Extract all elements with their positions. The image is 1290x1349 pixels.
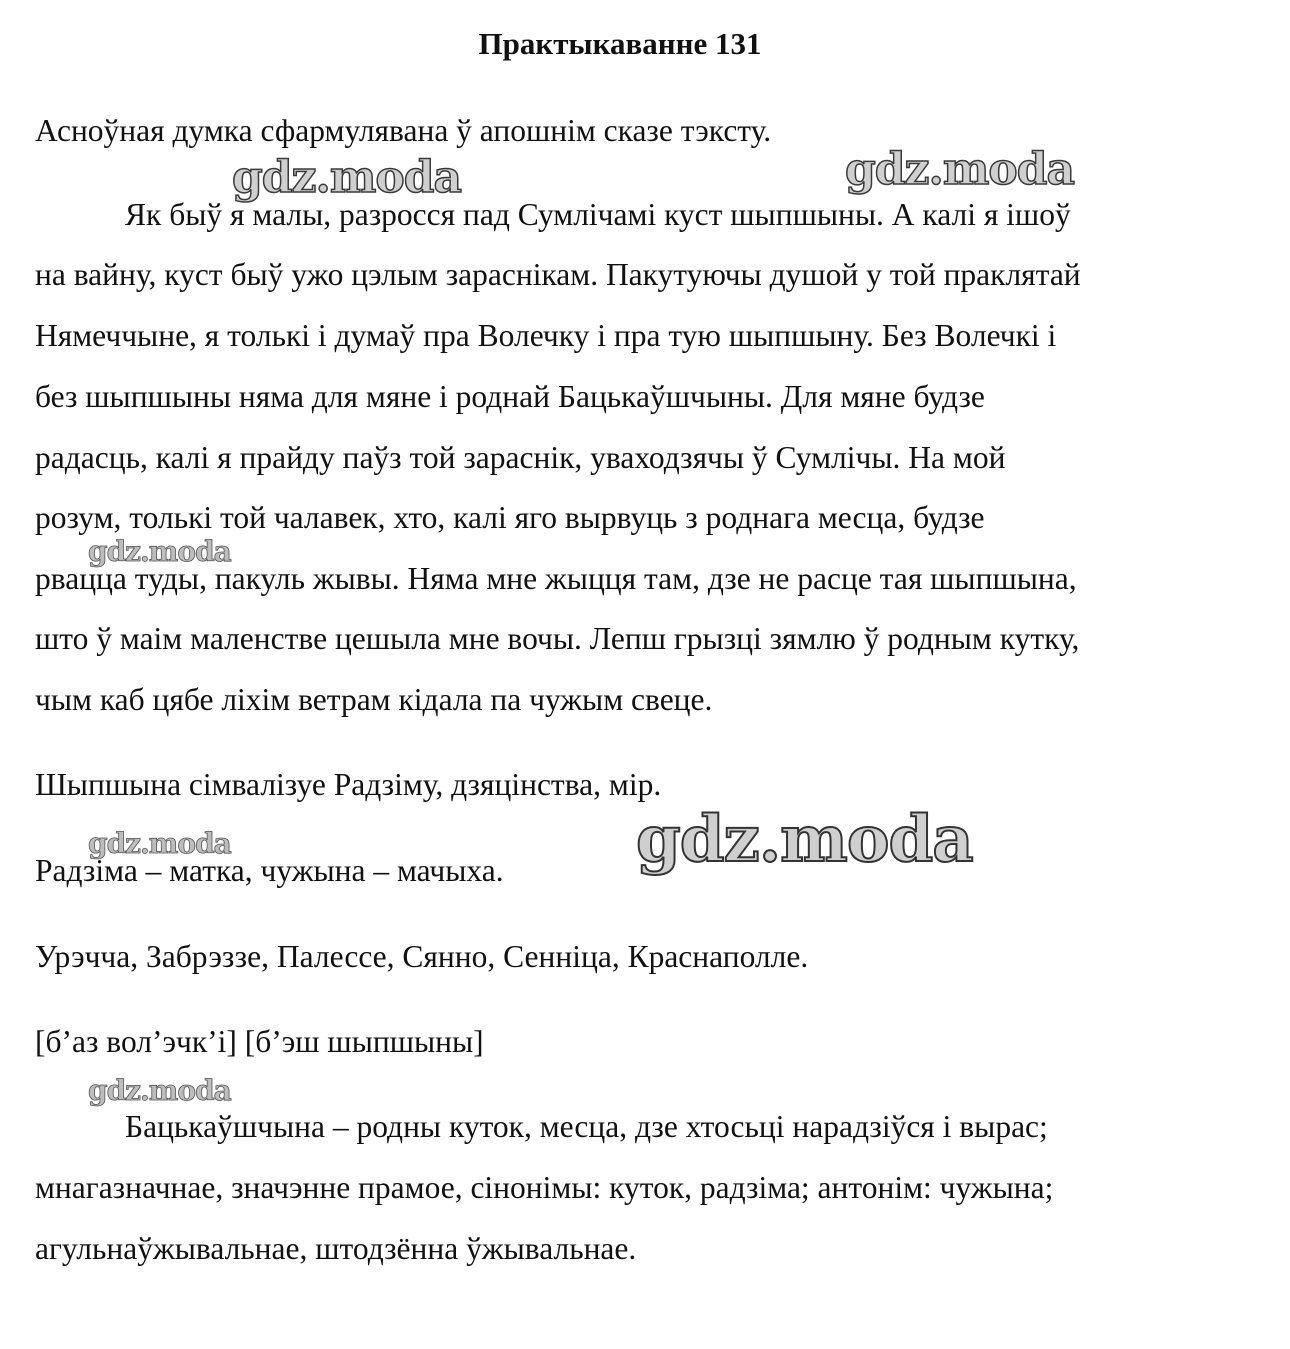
watermark: gdz.moda [88, 827, 231, 860]
passage-line: Як быў я малы, разроcся пад Сумлічамі куст шыпшыны. А калі я ішоў [125, 197, 1071, 232]
transcription-text: [б’аз вол’эчк’і] [б’эш шыпшыны] [35, 1024, 484, 1059]
definition-line: Бацькаўшчына – родны куток, месца, дзе хтосьці нарадзіўся і вырас; [125, 1109, 1048, 1144]
watermark: gdz.moda [88, 1074, 231, 1107]
definition-line: мнагазначнае, значэнне прамое, сінонімы: куток, радзіма; антонім: чужына; [35, 1170, 1054, 1205]
watermark: gdz.moda [88, 535, 231, 568]
passage-line: што ў маім маленстве цешыла мне вочы. Лепш грызці зямлю ў родным кутку, [35, 621, 1080, 656]
proverb-text: Радзіма – матка, чужына – мачыха. [35, 853, 504, 888]
definition-line: агульнаўжывальнае, штодзённа ўжывальнае. [35, 1231, 637, 1266]
passage-line: на вайну, куст быў ужо цэлым зараснікам. Пакутуючы душой у той праклятай [35, 257, 1081, 292]
page-title: Практыкаванне 131 [478, 26, 762, 61]
symbol-text: Шыпшына сімвалізуе Радзіму, дзяцінства, мір. [35, 767, 662, 802]
watermark: gdz.moda [845, 144, 1075, 195]
passage-line: Нямеччыне, я толькі і думаў пра Волечку і пра тую шыпшыну. Без Волечкі і [35, 318, 1057, 353]
passage-line: рваццa туды, пакуль жывы. Няма мне жыцця там, дзе не расце тая шыпшына, [35, 561, 1077, 596]
watermark: gdz.moda [636, 802, 973, 877]
watermark: gdz.moda [232, 152, 462, 203]
main-idea-text: Асноўная думка сфармулявана ў апошнім сказе тэксту. [35, 113, 772, 148]
passage-line: розум, толькі той чалавек, хто, калі яго вырвуць з роднага месца, будзе [35, 500, 985, 535]
passage-line: чым каб цябе ліхім ветрам кідала па чужым свеце. [35, 682, 713, 717]
passage-line: без шыпшыны няма для мяне і роднай Бацькаўшчыны. Для мяне будзе [35, 379, 985, 414]
places-text: Урэчча, Забрэззе, Палессе, Сянно, Сенніца, Краснаполле. [35, 939, 809, 974]
passage-line: радасць, калі я прайду паўз той зараснік, уваходзячы ў Сумлічы. На мой [35, 440, 1006, 475]
